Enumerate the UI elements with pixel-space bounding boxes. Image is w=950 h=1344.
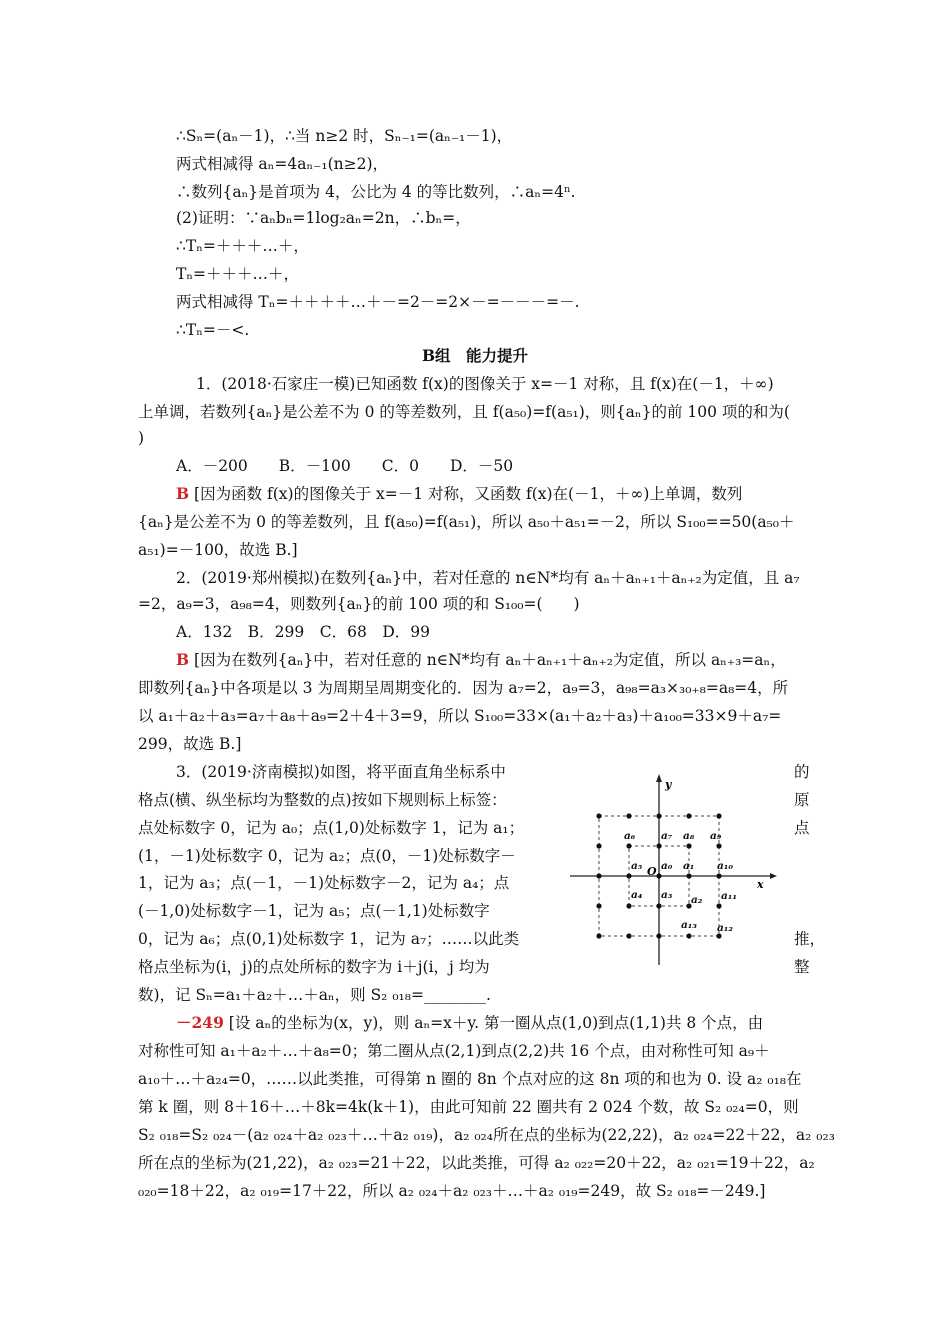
lattice-point <box>686 873 691 878</box>
question-1-line: 1．(2018·石家庄一模)已知函数 f(x)的图像关于 x=－1 对称，且 f(x)在(－1，＋∞) <box>196 375 774 393</box>
lattice-point <box>596 813 601 818</box>
lattice-point <box>596 843 601 848</box>
question-3-solution-line: ₀₂₀=18＋22，a₂ ₀₁₉=17＋22，所以 a₂ ₀₂₄＋a₂ ₀₂₃＋…＋a₂ ₀₁₉=249，故 S₂ ₀₁₈=－249.] <box>138 1182 766 1200</box>
question-2-solution-line: 299，故选 B.] <box>138 735 242 753</box>
question-3-answer: －249 <box>176 1013 224 1032</box>
text-line: ∴数列{aₙ}是首项为 4，公比为 4 的等比数列，∴aₙ=4ⁿ. <box>176 183 576 201</box>
point-label: a₀ <box>661 860 673 872</box>
point-label: a₅ <box>631 860 643 872</box>
y-axis-label: y <box>665 778 672 791</box>
question-3-line: 3．(2019·济南模拟)如图，将平面直角坐标系中 <box>176 763 506 781</box>
question-3-wrap-word: 点 <box>794 819 810 837</box>
text-line: 两式相减得 Tₙ=＋＋＋＋…＋－=2－=2×－=－－－=－. <box>176 293 580 311</box>
point-label: a₈ <box>683 830 695 842</box>
text-line: ∴Sₙ=(aₙ－1)，∴当 n≥2 时，Sₙ₋₁=(aₙ₋₁－1)， <box>176 127 513 145</box>
question-2-solution-line: 以 a₁＋a₂＋a₃=a₇＋a₈＋a₉=2＋4＋3=9，所以 S₁₀₀=33×(a₁＋a₂＋a₃)＋a₁₀₀=33×9＋a₇= <box>138 707 782 725</box>
lattice-point <box>716 933 721 938</box>
text-line: (2)证明：∵aₙbₙ=1log₂aₙ=2n，∴bₙ=， <box>176 209 471 227</box>
text-line: Tₙ=＋＋＋…＋， <box>176 265 300 283</box>
lattice-point <box>656 873 661 878</box>
lattice-point <box>716 843 721 848</box>
point-label: a₁₁ <box>721 890 738 902</box>
lattice-point <box>686 933 691 938</box>
point-label: a₉ <box>710 830 722 842</box>
lattice-point <box>686 813 691 818</box>
point-label: a₇ <box>661 830 673 842</box>
x-axis-label: x <box>757 878 764 891</box>
lattice-point <box>596 873 601 878</box>
question-3-wrap-word: 推， <box>794 930 826 948</box>
question-1-answer: B <box>176 484 190 503</box>
question-2-solution-text: [因为在数列{aₙ}中，若对任意的 n∈N*均有 aₙ＋aₙ₊₁＋aₙ₊₂为定值，所以 aₙ₊₃=aₙ， <box>194 651 786 669</box>
lattice-figure <box>565 770 780 970</box>
question-3-solution-line: 第 k 圈，则 8＋16＋…＋8k=4k(k＋1)，由此可知前 22 圈共有 2 024 个数，故 S₂ ₀₂₄=0，则 <box>138 1098 799 1116</box>
lattice-point <box>656 903 661 908</box>
lattice-point <box>596 933 601 938</box>
question-3-line: 格点坐标为(i，j)的点处所标的数字为 i＋j(i，j 均为 <box>138 958 490 976</box>
question-1-solution-line: {aₙ}是公差不为 0 的等差数列，且 f(a₅₀)=f(a₅₁)，所以 a₅₀＋a₅₁=－2，所以 S₁₀₀==50(a₅₀＋ <box>138 513 795 531</box>
question-1-solution-text: [因为函数 f(x)的图像关于 x=－1 对称，又函数 f(x)在(－1，＋∞)上单调，数列 <box>194 485 743 503</box>
lattice-point <box>626 813 631 818</box>
question-2-line: 2．(2019·郑州模拟)在数列{aₙ}中，若对任意的 n∈N*均有 aₙ＋aₙ₊₁＋aₙ₊₂为定值，且 a₇ <box>176 569 800 587</box>
question-1-line: 上单调，若数列{aₙ}是公差不为 0 的等差数列，且 f(a₅₀)=f(a₅₁)，则{aₙ}的前 100 项的和为( <box>138 403 790 421</box>
question-3-line: 点处标数字 0，记为 a₀；点(1,0)处标数字 1，记为 a₁； <box>138 819 525 837</box>
question-3-line: 数)，记 Sₙ=a₁＋a₂＋…＋aₙ，则 S₂ ₀₁₈=________. <box>138 986 491 1004</box>
x-axis-arrow-icon <box>770 873 777 879</box>
question-1-line: ) <box>138 429 145 447</box>
point-label: a₁ <box>683 860 695 872</box>
point-label: a₂ <box>691 894 703 906</box>
question-3-line: 1，记为 a₃；点(－1，－1)处标数字－2，记为 a₄；点 <box>138 874 510 892</box>
point-label: a₆ <box>624 830 636 842</box>
lattice-point <box>626 933 631 938</box>
question-1-solution-line: a₅₁)=－100，故选 B.] <box>138 541 298 559</box>
question-3-solution-line: a₁₀＋…＋a₂₄=0，……以此类推，可得第 n 圈的 8n 个点对应的这 8n 项的和也为 0. 设 a₂ ₀₁₈在 <box>138 1070 802 1088</box>
question-3-solution-line: S₂ ₀₁₈=S₂ ₀₂₄－(a₂ ₀₂₄＋a₂ ₀₂₃＋…＋a₂ ₀₁₉)，a₂ ₀₂₄所在点的坐标为(22,22)，a₂ ₀₂₄=22＋22，a₂ ₀₂₃ <box>138 1126 835 1144</box>
text-line: ∴Tₙ=＋＋＋…＋， <box>176 237 309 255</box>
lattice-point <box>626 873 631 878</box>
question-3-line: 0，记为 a₆；点(0,1)处标数字 1，记为 a₇；……以此类 <box>138 930 520 948</box>
section-title: B组 能力提升 <box>421 346 529 365</box>
text-line: 两式相减得 aₙ=4aₙ₋₁(n≥2)， <box>176 155 388 173</box>
lattice-point <box>716 903 721 908</box>
question-1-solution-line <box>176 484 742 504</box>
y-axis-arrow-icon <box>656 774 662 782</box>
lattice-point <box>656 843 661 848</box>
lattice-point <box>656 933 661 938</box>
lattice-point <box>716 873 721 878</box>
question-3-solution-line <box>176 1013 763 1033</box>
lattice-point <box>596 903 601 908</box>
question-2-solution-line: 即数列{aₙ}中各项是以 3 为周期呈周期变化的．因为 a₇=2，a₉=3，a₉₈=a₃×₃₀₊₈=a₈=4，所 <box>138 679 789 697</box>
origin-label: O <box>647 865 657 878</box>
lattice-point <box>626 903 631 908</box>
lattice-point <box>686 843 691 848</box>
question-3-wrap-word: 整 <box>794 958 810 976</box>
question-2-line: =2，a₉=3，a₉₈=4，则数列{aₙ}的前 100 项的和 S₁₀₀=( ) <box>138 595 580 613</box>
question-3-wrap-word: 原 <box>794 791 810 809</box>
point-label: a₁₂ <box>717 922 734 934</box>
question-3-line: (1，－1)处标数字 0，记为 a₂；点(0，－1)处标数字－ <box>138 847 516 865</box>
point-label: a₁₃ <box>681 919 698 931</box>
text-line: ∴Tₙ=－<. <box>176 321 250 339</box>
question-2-answer: B <box>176 650 190 669</box>
question-3-solution-line: 对称性可知 a₁＋a₂＋…＋a₈=0；第二圈从点(2,1)到点(2,2)共 16 个点，由对称性可知 a₉＋ <box>138 1042 770 1060</box>
question-1-options: A．－200 B．－100 C．0 D．－50 <box>176 457 514 475</box>
lattice-point <box>716 813 721 818</box>
question-3-line: 格点(横、纵坐标均为整数的点)按如下规则标上标签： <box>138 791 507 809</box>
question-2-solution-line <box>176 650 786 670</box>
question-3-solution-line: 所在点的坐标为(21,22)，a₂ ₀₂₃=21＋22，以此类推，可得 a₂ ₀₂₂=20＋22，a₂ ₀₂₁=19＋22，a₂ <box>138 1154 815 1172</box>
question-3-wrap-word: 的 <box>794 763 810 781</box>
question-3-solution-text: [设 aₙ的坐标为(x，y)，则 aₙ=x＋y. 第一圈从点(1,0)到点(1,1)共 8 个点，由 <box>228 1014 764 1032</box>
lattice-point <box>626 843 631 848</box>
question-3-line: (－1,0)处标数字－1，记为 a₅；点(－1,1)处标数字 <box>138 902 490 920</box>
point-label: a₁₀ <box>717 860 734 872</box>
point-label: a₄ <box>631 889 643 901</box>
lattice-point <box>656 813 661 818</box>
point-label: a₃ <box>661 889 673 901</box>
question-2-options: A．132 B．299 C．68 D．99 <box>176 623 430 641</box>
